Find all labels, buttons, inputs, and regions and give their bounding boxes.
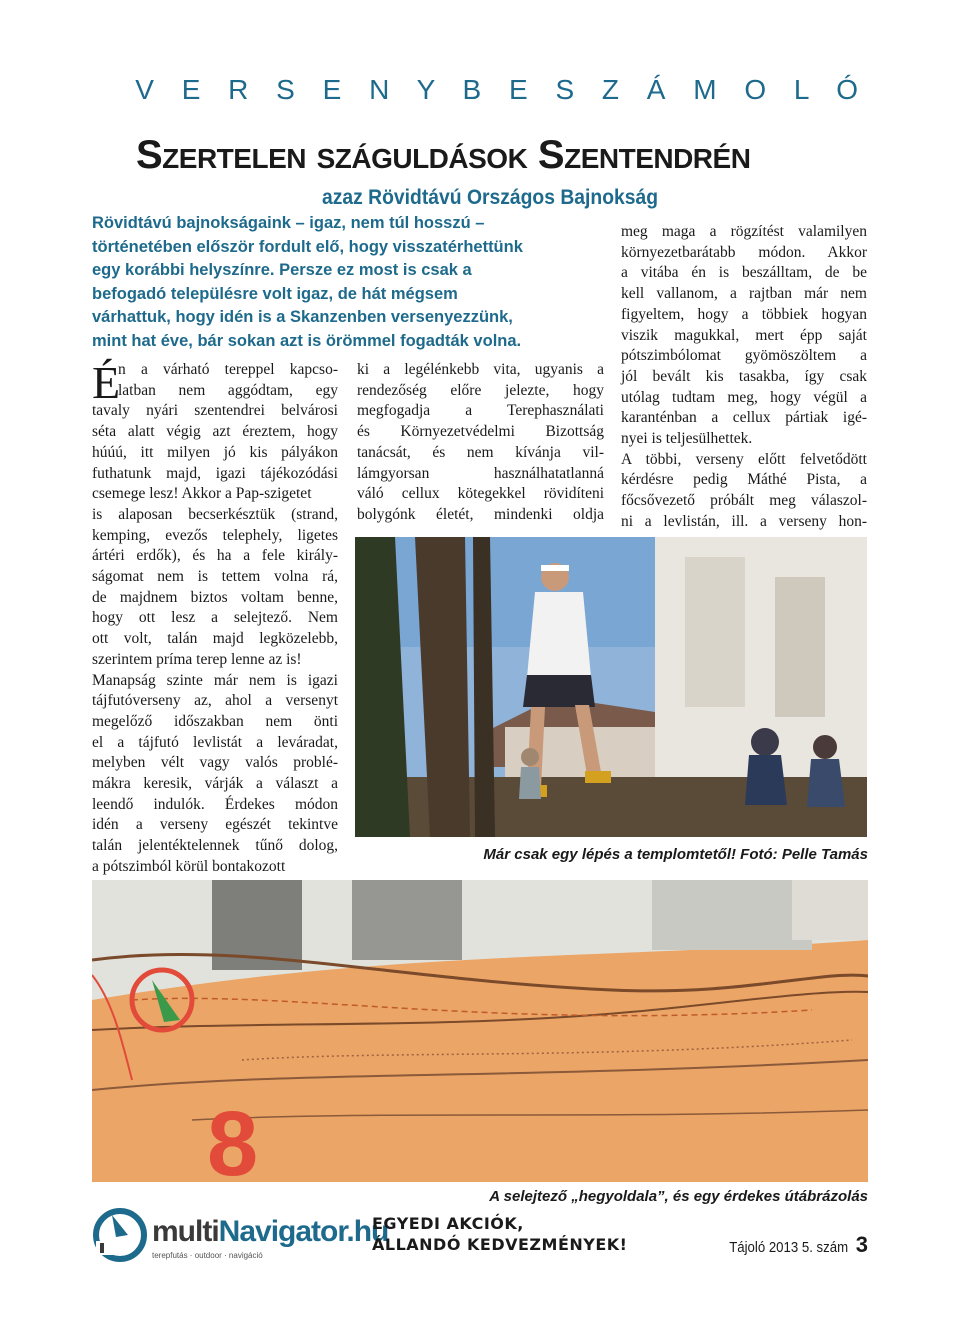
body-text-line: ni a levlistán, ill. a verseny hon- — [621, 512, 867, 530]
body-text-line: kérdésre pedig Máthé Pista, a — [621, 471, 867, 489]
text-column-1 — [92, 357, 338, 878]
body-text-line: környezetbarátabb módon. Akkor — [621, 243, 867, 261]
article-subheadline: azaz Rövidtávú Országos Bajnokság — [322, 186, 659, 209]
body-text-line: tanácsát, és nem kívánja vil- — [357, 443, 604, 461]
body-text-line: melyben vélt vagy valós problé- — [92, 754, 338, 772]
body-text-line: kell vallanom, a rajtban már nem — [621, 285, 867, 303]
ad-tagline: terepfutás · outdoor · navigáció — [152, 1251, 263, 1260]
body-text-line: talán jelentéktelennek tűnő dolog, — [92, 837, 338, 855]
ad-promo-text: EGYEDI AKCIÓK, ÁLLANDÓ KEDVEZMÉNYEK! — [372, 1214, 628, 1254]
ad-logo-text: multiNavigator.hu — [152, 1215, 389, 1248]
body-text-line: tájfutóverseny az, ahol a versenyt — [92, 692, 338, 710]
body-text-line: futhatunk majd, igazi tájékozódási — [92, 464, 338, 482]
body-text-line: ki a legélénkebb vita, ugyanis a — [357, 361, 604, 378]
lead-line: történetében először fordult elő, hogy visszatérhettünk — [92, 237, 523, 256]
article-lead — [92, 212, 612, 354]
issue-label: Tájoló 2013 5. szám — [728, 1239, 848, 1256]
body-text-line: váló cellux kötegekkel rövidíteni — [357, 485, 604, 503]
body-text-line: séta alatt végig azt éreztem, hogy — [92, 423, 338, 441]
body-text-line: A többi, verseny előtt felvetődött — [621, 450, 867, 468]
body-text-line: figyeltem, hogy a többiek hogyan — [621, 305, 867, 323]
runner-photo — [355, 537, 867, 837]
body-text-line: mákra keresik, várják a választ a — [92, 775, 338, 793]
advertisement[interactable] — [92, 1205, 692, 1265]
body-text-line: viszik magukkal, mert épp saját — [621, 326, 867, 344]
body-text-line: is alaposan becserkésztük (strand, — [92, 505, 338, 523]
article-headline: Szertelen száguldások Szentendrén — [136, 133, 751, 177]
lead-line: Rövidtávú bajnokságaink – igaz, nem túl hosszú – — [92, 214, 485, 232]
map-control-number: 8 — [207, 1093, 259, 1182]
runner-photo-image — [355, 537, 867, 837]
body-text-line: de majdnem biztos voltam benne, — [92, 588, 338, 606]
body-text-line: n a várható tereppel kapcso- — [118, 361, 338, 378]
text-column-2 — [357, 360, 604, 526]
body-text-line: ott volt, talán majd legközelebb, — [92, 630, 338, 648]
body-text-line: meg maga a rögzítést valamilyen — [621, 223, 867, 240]
text-column-3 — [621, 222, 867, 533]
orienteering-map — [92, 880, 868, 1182]
body-text-line: bolygónk életét, mindenki oldja — [357, 505, 604, 523]
body-text-line: kemping, evezős telephely, ligetes — [92, 526, 338, 544]
body-text-line: karanténban a cellux pártiak igé- — [621, 409, 867, 427]
body-text-line: lámgyorsan használhatatlanná — [357, 464, 604, 482]
lead-line: mint hat éve, bár sokan azt is örömmel fogadták volna. — [92, 331, 522, 350]
body-text-line: jól bevált kis tasakba, így csak — [621, 367, 867, 385]
body-text-line: húúú, itt milyen jó kis pályákon — [92, 443, 338, 461]
body-text-line: rendezőség előre jelezte, hogy — [357, 381, 604, 399]
body-text-line: Manapság szinte már nem is igazi — [92, 671, 338, 689]
body-text-line: szerintem príma terep lenne az is! — [92, 650, 302, 668]
body-text-line: utólag tudtam meg, hogy végül a — [621, 388, 867, 406]
body-text-line: főcsővezető próbált meg válaszol- — [621, 492, 867, 510]
body-text-line: nyei is teljesülhettek. — [621, 430, 753, 448]
photo-caption: Már csak egy lépés a templomtetől! Fotó: Pelle Tamás — [483, 846, 868, 863]
body-text-line: idén a verseny egészét tekintve — [92, 816, 338, 834]
body-text-line: hogy ott lesz a selejtező. Nem — [92, 609, 338, 627]
body-text-line: megfogadja a Terephasználati — [357, 402, 604, 420]
lead-line: befogadó településre volt igaz, de hát mégsem — [92, 284, 458, 303]
body-text-line: megelőző időszakban nem önti — [92, 712, 338, 730]
body-text-line: ságomat nem is tettem volna rá, — [92, 568, 338, 586]
compass-logo-icon — [92, 1207, 148, 1263]
drop-cap: É — [92, 357, 121, 408]
map-caption: A selejtező „hegyoldala”, és egy érdekes útábrázolás — [489, 1188, 868, 1205]
body-text-line: ártéri erdők), és ha a fele király- — [92, 547, 338, 565]
body-text-line: leendő indulók. Érdekes módon — [92, 795, 338, 813]
body-text-line: latban nem aggódtam, egy — [118, 381, 338, 399]
lead-line: várhattuk, hogy idén is a Skanzenben versenyezzünk, — [92, 308, 513, 327]
orienteering-map-image — [92, 880, 868, 1182]
body-text-line: a pótszimból körül bontakozott — [92, 857, 286, 875]
section-label: V E R S E N Y B E S Z Á M O L Ó — [135, 74, 868, 105]
body-text-line: tavaly nyári szentendrei belvárosi — [92, 402, 338, 420]
body-text-line: pótszimbólomat gyömöszöltem a — [621, 347, 867, 365]
body-text-line: csemege lesz! Akkor a Pap-szigetet — [92, 485, 312, 503]
page-number: 3 — [855, 1232, 868, 1257]
body-text-line: és Környezetvédelmi Bizottság — [357, 423, 604, 441]
page-footer — [713, 1232, 868, 1258]
lead-line: egy korábbi helyszínre. Persze ez most is csak a — [92, 261, 472, 280]
body-text-line: el a tájfutó levlistát a leváradat, — [92, 733, 338, 751]
body-text-line: a vitába én is beszálltam, de be — [621, 264, 867, 282]
